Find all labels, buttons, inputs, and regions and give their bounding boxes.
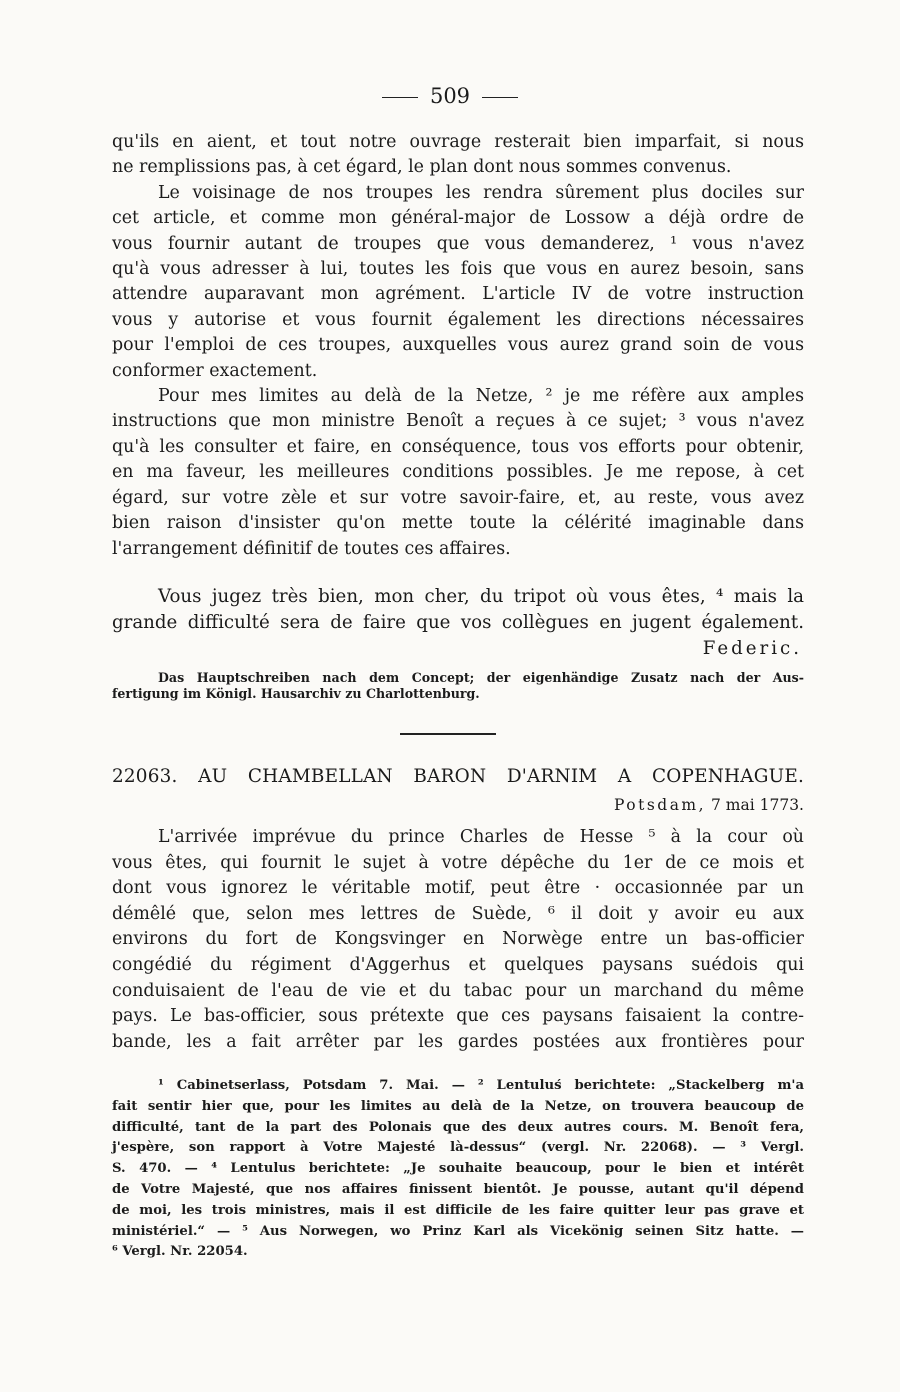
text-line: instructions que mon ministre Benoît a reçues à ce sujet; ³ vous n'avez <box>112 411 804 432</box>
letter-line: dont vous ignorez le véritable motif, peut être · occasionnée par un <box>112 878 804 899</box>
postscript-line: grande difficulté sera de faire que vos collègues en jugent également. <box>112 612 804 633</box>
text-line: en ma faveur, les meilleures conditions possibles. Je me repose, à cet <box>112 462 804 483</box>
letter-line: démêlé que, selon mes lettres de Suède, ⁶ il doit y avoir eu aux <box>112 903 804 924</box>
source-note <box>112 670 804 702</box>
dateline-date: 7 mai 1773. <box>711 796 804 814</box>
signature: Federic. <box>702 638 802 659</box>
footnote-line: de Votre Majesté, que nos affaires finissent bientôt. Je pousse, autant qu'il dépend <box>112 1181 804 1197</box>
footnote-line: fait sentir hier que, pour les limites au delà de la Netze, on trouvera beaucoup de <box>112 1098 804 1114</box>
text-line: qu'ils en aient, et tout notre ouvrage resterait bien imparfait, si nous <box>112 132 804 152</box>
text-line: attendre auparavant mon agrément. L'article IV de votre instruction <box>112 284 804 305</box>
footnote-line: ¹ Cabinetserlass, Potsdam 7. Mai. — ² Lentuluś berichtete: „Stackelberg m'a <box>158 1078 804 1093</box>
text-line: qu'à les consulter et faire, en conséquence, tous vos efforts pour obtenir, <box>112 436 804 457</box>
text-line: vous fournir autant de troupes que vous demanderez, ¹ vous n'avez <box>112 233 804 254</box>
page-number <box>0 84 900 108</box>
text-line: égard, sur votre zèle et sur votre savoir-faire, et, au reste, vous avez <box>112 487 804 508</box>
postscript-line: Vous jugez très bien, mon cher, du tripot où vous êtes, ⁴ mais la <box>158 586 804 607</box>
letter-heading: 22063. AU CHAMBELLAN BARON D'ARNIM A COPENHAGUE. <box>112 766 804 787</box>
letter-line: pays. Le bas-officier, sous prétexte que ces paysans faisaient la contre- <box>112 1006 804 1027</box>
footnote-line: S. 470. — ⁴ Lentulus berichtete: „Je souhaite beaucoup, pour le bien et intérêt <box>112 1161 804 1177</box>
dateline-place: Potsdam, <box>613 796 707 814</box>
page-number-dash-left <box>382 97 418 98</box>
text-line: qu'à vous adresser à lui, toutes les fois que vous en aurez besoin, sans <box>112 259 804 280</box>
page-number-value: 509 <box>429 84 471 108</box>
letter-line: congédié du régiment d'Aggerhus et quelques paysans suédois qui <box>112 954 804 975</box>
footnote-line: j'espère, son rapport à Votre Majesté là-dessus“ (vergl. Nr. 22068). — ³ Vergl. <box>112 1140 804 1156</box>
page-number-dash-right <box>482 97 518 98</box>
letter-body <box>112 825 804 1055</box>
source-note-line: Das Hauptschreiben nach dem Concept; der eigenhändige Zusatz nach der Aus- <box>158 670 804 685</box>
letter-line: bande, les a fait arrêter par les gardes postées aux frontières pour <box>112 1031 804 1052</box>
text-line: bien raison d'insister qu'on mette toute la célérité imaginable dans <box>112 513 804 534</box>
text-line: vous y autorise et vous fournit également les directions nécessaires <box>112 309 804 330</box>
footnote-line: ministériel.“ — ⁵ Aus Norwegen, wo Prinz Karl als Vicekönig seinen Sitz hatte. — <box>112 1223 804 1239</box>
footnote-line: ⁶ Vergl. Nr. 22054. <box>112 1244 248 1260</box>
footnote-line: difficulté, tant de la part des Polonais que des deux autres cours. M. Benoît fera, <box>112 1119 804 1135</box>
letter-line: environs du fort de Kongsvinger en Norwège entre un bas-officier <box>112 929 804 950</box>
letter-line: vous êtes, qui fournit le sujet à votre dépêche du 1er de ce mois et <box>112 852 804 873</box>
top-block <box>112 130 804 562</box>
letter-line: L'arrivée imprévue du prince Charles de Hesse ⁵ à la cour où <box>158 827 804 847</box>
section-divider <box>400 733 496 735</box>
letter-line: conduisaient de l'eau de vie et du tabac pour un marchand du même <box>112 980 804 1001</box>
text-line: ne remplissions pas, à cet égard, le plan dont nous sommes convenus. <box>112 157 732 178</box>
postscript <box>112 584 804 662</box>
footnote-line: de moi, les trois ministres, mais il est difficile de les faire quitter leur pas grave et <box>112 1202 804 1218</box>
text-line: Pour mes limites au delà de la Netze, ² je me réfère aux amples <box>158 386 804 407</box>
text-line: conformer exactement. <box>112 360 318 381</box>
footnotes <box>112 1076 804 1263</box>
text-line: l'arrangement définitif de toutes ces affaires. <box>112 538 511 559</box>
text-line: cet article, et comme mon général-major de Lossow a déjà ordre de <box>112 208 804 229</box>
source-note-line: fertigung im Königl. Hausarchiv zu Charlottenburg. <box>112 686 480 701</box>
dateline <box>112 794 804 816</box>
text-line: Le voisinage de nos troupes les rendra sûrement plus dociles sur <box>158 182 804 203</box>
text-line: pour l'emploi de ces troupes, auxquelles vous aurez grand soin de vous <box>112 335 804 356</box>
